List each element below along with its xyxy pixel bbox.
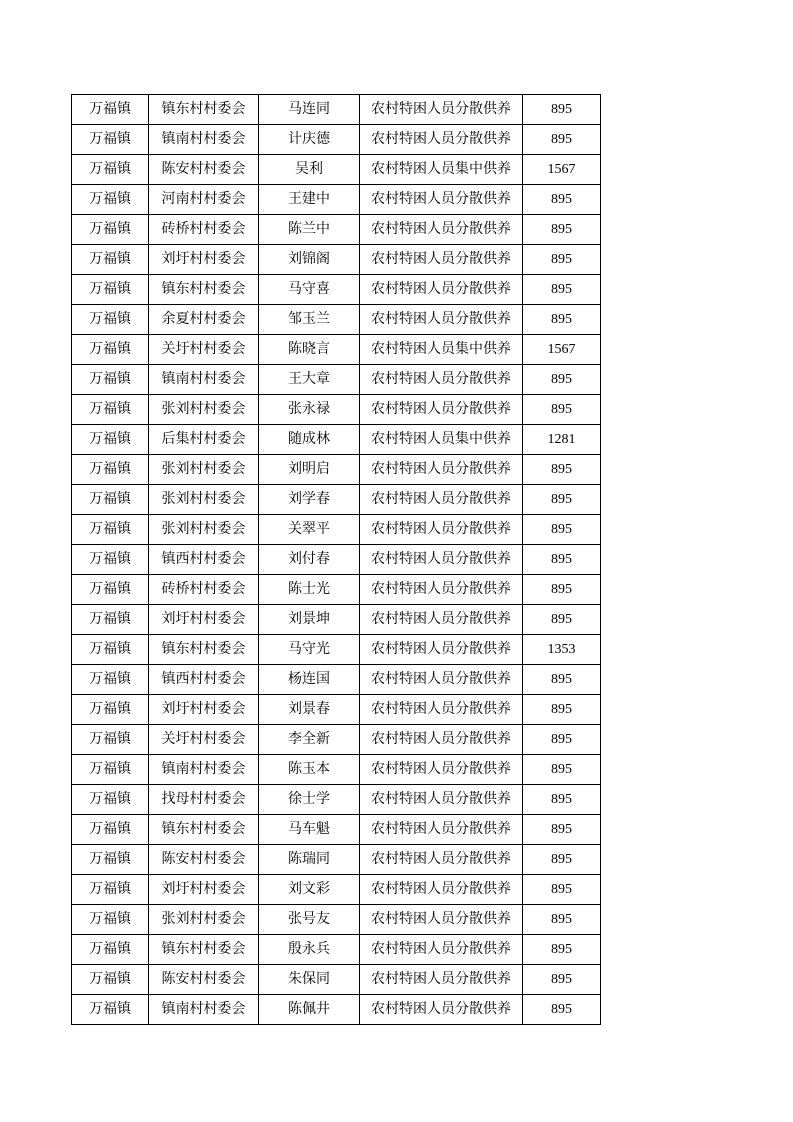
person-name-cell: 王建中 <box>259 185 360 215</box>
table-row <box>72 335 601 365</box>
amount-cell: 1281 <box>523 425 601 455</box>
amount-cell: 895 <box>523 365 601 395</box>
person-name-cell: 马守喜 <box>259 275 360 305</box>
town-cell: 万福镇 <box>72 635 149 665</box>
support-category-cell: 农村特困人员集中供养 <box>360 155 523 185</box>
village-cell: 张刘村村委会 <box>149 485 259 515</box>
table-row <box>72 695 601 725</box>
person-name-cell: 陈佩井 <box>259 995 360 1025</box>
table-row <box>72 545 601 575</box>
person-name-cell: 刘文彩 <box>259 875 360 905</box>
amount-cell: 895 <box>523 935 601 965</box>
amount-cell: 895 <box>523 605 601 635</box>
person-name-cell: 刘景春 <box>259 695 360 725</box>
support-category-cell: 农村特困人员分散供养 <box>360 545 523 575</box>
table-row <box>72 95 601 125</box>
amount-cell: 895 <box>523 125 601 155</box>
table-row <box>72 515 601 545</box>
table-row <box>72 245 601 275</box>
table-row <box>72 995 601 1025</box>
person-name-cell: 刘明启 <box>259 455 360 485</box>
town-cell: 万福镇 <box>72 425 149 455</box>
town-cell: 万福镇 <box>72 905 149 935</box>
amount-cell: 895 <box>523 545 601 575</box>
table-row <box>72 185 601 215</box>
amount-cell: 895 <box>523 785 601 815</box>
support-category-cell: 农村特困人员分散供养 <box>360 875 523 905</box>
amount-cell: 895 <box>523 395 601 425</box>
table-row <box>72 755 601 785</box>
amount-cell: 895 <box>523 95 601 125</box>
town-cell: 万福镇 <box>72 455 149 485</box>
amount-cell: 1353 <box>523 635 601 665</box>
village-cell: 镇西村村委会 <box>149 665 259 695</box>
support-category-cell: 农村特困人员集中供养 <box>360 425 523 455</box>
town-cell: 万福镇 <box>72 305 149 335</box>
support-category-cell: 农村特困人员分散供养 <box>360 755 523 785</box>
person-name-cell: 刘付春 <box>259 545 360 575</box>
amount-cell: 895 <box>523 275 601 305</box>
table-row <box>72 635 601 665</box>
person-name-cell: 陈士光 <box>259 575 360 605</box>
table-row <box>72 425 601 455</box>
table-row <box>72 965 601 995</box>
person-name-cell: 马守光 <box>259 635 360 665</box>
town-cell: 万福镇 <box>72 575 149 605</box>
amount-cell: 895 <box>523 875 601 905</box>
village-cell: 镇南村村委会 <box>149 365 259 395</box>
table-row <box>72 605 601 635</box>
village-cell: 镇东村村委会 <box>149 815 259 845</box>
table-row <box>72 815 601 845</box>
town-cell: 万福镇 <box>72 725 149 755</box>
village-cell: 张刘村村委会 <box>149 515 259 545</box>
village-cell: 张刘村村委会 <box>149 905 259 935</box>
person-name-cell: 陈晓言 <box>259 335 360 365</box>
person-name-cell: 陈玉本 <box>259 755 360 785</box>
support-category-cell: 农村特困人员分散供养 <box>360 725 523 755</box>
town-cell: 万福镇 <box>72 995 149 1025</box>
table-row <box>72 575 601 605</box>
village-cell: 镇西村村委会 <box>149 545 259 575</box>
village-cell: 刘圩村村委会 <box>149 605 259 635</box>
village-cell: 镇南村村委会 <box>149 125 259 155</box>
town-cell: 万福镇 <box>72 695 149 725</box>
amount-cell: 895 <box>523 725 601 755</box>
amount-cell: 895 <box>523 485 601 515</box>
table-row <box>72 905 601 935</box>
town-cell: 万福镇 <box>72 515 149 545</box>
village-cell: 砖桥村村委会 <box>149 215 259 245</box>
person-name-cell: 殷永兵 <box>259 935 360 965</box>
support-category-cell: 农村特困人员分散供养 <box>360 815 523 845</box>
village-cell: 张刘村村委会 <box>149 455 259 485</box>
support-category-cell: 农村特困人员分散供养 <box>360 605 523 635</box>
table-row <box>72 215 601 245</box>
village-cell: 镇东村村委会 <box>149 95 259 125</box>
table-row <box>72 455 601 485</box>
support-category-cell: 农村特困人员分散供养 <box>360 695 523 725</box>
support-category-cell: 农村特困人员分散供养 <box>360 275 523 305</box>
person-name-cell: 刘锦阁 <box>259 245 360 275</box>
table-row <box>72 395 601 425</box>
amount-cell: 895 <box>523 575 601 605</box>
table-row <box>72 785 601 815</box>
town-cell: 万福镇 <box>72 245 149 275</box>
person-name-cell: 马连同 <box>259 95 360 125</box>
amount-cell: 895 <box>523 995 601 1025</box>
support-category-cell: 农村特困人员分散供养 <box>360 215 523 245</box>
table-row <box>72 305 601 335</box>
amount-cell: 895 <box>523 515 601 545</box>
table-row <box>72 875 601 905</box>
amount-cell: 895 <box>523 455 601 485</box>
person-name-cell: 陈瑞同 <box>259 845 360 875</box>
village-cell: 镇东村村委会 <box>149 275 259 305</box>
person-name-cell: 张永禄 <box>259 395 360 425</box>
support-category-cell: 农村特困人员分散供养 <box>360 845 523 875</box>
amount-cell: 895 <box>523 905 601 935</box>
town-cell: 万福镇 <box>72 485 149 515</box>
table-row <box>72 155 601 185</box>
amount-cell: 895 <box>523 305 601 335</box>
village-cell: 后集村村委会 <box>149 425 259 455</box>
person-name-cell: 徐士学 <box>259 785 360 815</box>
village-cell: 镇南村村委会 <box>149 995 259 1025</box>
table-row <box>72 845 601 875</box>
support-category-cell: 农村特困人员分散供养 <box>360 515 523 545</box>
support-category-cell: 农村特困人员分散供养 <box>360 785 523 815</box>
village-cell: 砖桥村村委会 <box>149 575 259 605</box>
amount-cell: 895 <box>523 695 601 725</box>
village-cell: 陈安村村委会 <box>149 155 259 185</box>
amount-cell: 1567 <box>523 155 601 185</box>
person-name-cell: 张号友 <box>259 905 360 935</box>
village-cell: 余夏村村委会 <box>149 305 259 335</box>
town-cell: 万福镇 <box>72 755 149 785</box>
town-cell: 万福镇 <box>72 335 149 365</box>
town-cell: 万福镇 <box>72 875 149 905</box>
support-category-cell: 农村特困人员分散供养 <box>360 995 523 1025</box>
roster-table-body <box>72 95 601 1025</box>
person-name-cell: 马车魁 <box>259 815 360 845</box>
support-category-cell: 农村特困人员分散供养 <box>360 935 523 965</box>
town-cell: 万福镇 <box>72 965 149 995</box>
village-cell: 刘圩村村委会 <box>149 245 259 275</box>
person-name-cell: 吴利 <box>259 155 360 185</box>
town-cell: 万福镇 <box>72 155 149 185</box>
village-cell: 陈安村村委会 <box>149 845 259 875</box>
town-cell: 万福镇 <box>72 845 149 875</box>
village-cell: 关圩村村委会 <box>149 725 259 755</box>
village-cell: 关圩村村委会 <box>149 335 259 365</box>
person-name-cell: 李全新 <box>259 725 360 755</box>
town-cell: 万福镇 <box>72 125 149 155</box>
person-name-cell: 刘学春 <box>259 485 360 515</box>
support-category-cell: 农村特困人员集中供养 <box>360 335 523 365</box>
person-name-cell: 计庆德 <box>259 125 360 155</box>
relief-roster-table <box>71 94 601 1025</box>
table-row <box>72 485 601 515</box>
support-category-cell: 农村特困人员分散供养 <box>360 575 523 605</box>
town-cell: 万福镇 <box>72 185 149 215</box>
person-name-cell: 王大章 <box>259 365 360 395</box>
amount-cell: 895 <box>523 815 601 845</box>
person-name-cell: 杨连国 <box>259 665 360 695</box>
person-name-cell: 随成林 <box>259 425 360 455</box>
village-cell: 找母村村委会 <box>149 785 259 815</box>
town-cell: 万福镇 <box>72 545 149 575</box>
village-cell: 镇东村村委会 <box>149 935 259 965</box>
town-cell: 万福镇 <box>72 665 149 695</box>
village-cell: 镇南村村委会 <box>149 755 259 785</box>
person-name-cell: 邹玉兰 <box>259 305 360 335</box>
town-cell: 万福镇 <box>72 395 149 425</box>
town-cell: 万福镇 <box>72 935 149 965</box>
amount-cell: 895 <box>523 965 601 995</box>
amount-cell: 895 <box>523 215 601 245</box>
village-cell: 陈安村村委会 <box>149 965 259 995</box>
town-cell: 万福镇 <box>72 605 149 635</box>
table-row <box>72 725 601 755</box>
support-category-cell: 农村特困人员分散供养 <box>360 125 523 155</box>
support-category-cell: 农村特困人员分散供养 <box>360 455 523 485</box>
town-cell: 万福镇 <box>72 785 149 815</box>
support-category-cell: 农村特困人员分散供养 <box>360 245 523 275</box>
table-row <box>72 125 601 155</box>
town-cell: 万福镇 <box>72 815 149 845</box>
support-category-cell: 农村特困人员分散供养 <box>360 485 523 515</box>
person-name-cell: 朱保同 <box>259 965 360 995</box>
amount-cell: 895 <box>523 245 601 275</box>
table-row <box>72 275 601 305</box>
town-cell: 万福镇 <box>72 365 149 395</box>
town-cell: 万福镇 <box>72 275 149 305</box>
amount-cell: 895 <box>523 845 601 875</box>
support-category-cell: 农村特困人员分散供养 <box>360 905 523 935</box>
village-cell: 张刘村村委会 <box>149 395 259 425</box>
village-cell: 刘圩村村委会 <box>149 875 259 905</box>
person-name-cell: 关翠平 <box>259 515 360 545</box>
support-category-cell: 农村特困人员分散供养 <box>360 305 523 335</box>
support-category-cell: 农村特困人员分散供养 <box>360 965 523 995</box>
amount-cell: 895 <box>523 665 601 695</box>
town-cell: 万福镇 <box>72 95 149 125</box>
support-category-cell: 农村特困人员分散供养 <box>360 665 523 695</box>
town-cell: 万福镇 <box>72 215 149 245</box>
amount-cell: 895 <box>523 185 601 215</box>
amount-cell: 1567 <box>523 335 601 365</box>
table-row <box>72 935 601 965</box>
support-category-cell: 农村特困人员分散供养 <box>360 365 523 395</box>
table-row <box>72 665 601 695</box>
village-cell: 镇东村村委会 <box>149 635 259 665</box>
support-category-cell: 农村特困人员分散供养 <box>360 635 523 665</box>
support-category-cell: 农村特困人员分散供养 <box>360 185 523 215</box>
person-name-cell: 刘景坤 <box>259 605 360 635</box>
table-row <box>72 365 601 395</box>
village-cell: 河南村村委会 <box>149 185 259 215</box>
support-category-cell: 农村特困人员分散供养 <box>360 395 523 425</box>
person-name-cell: 陈兰中 <box>259 215 360 245</box>
support-category-cell: 农村特困人员分散供养 <box>360 95 523 125</box>
amount-cell: 895 <box>523 755 601 785</box>
village-cell: 刘圩村村委会 <box>149 695 259 725</box>
